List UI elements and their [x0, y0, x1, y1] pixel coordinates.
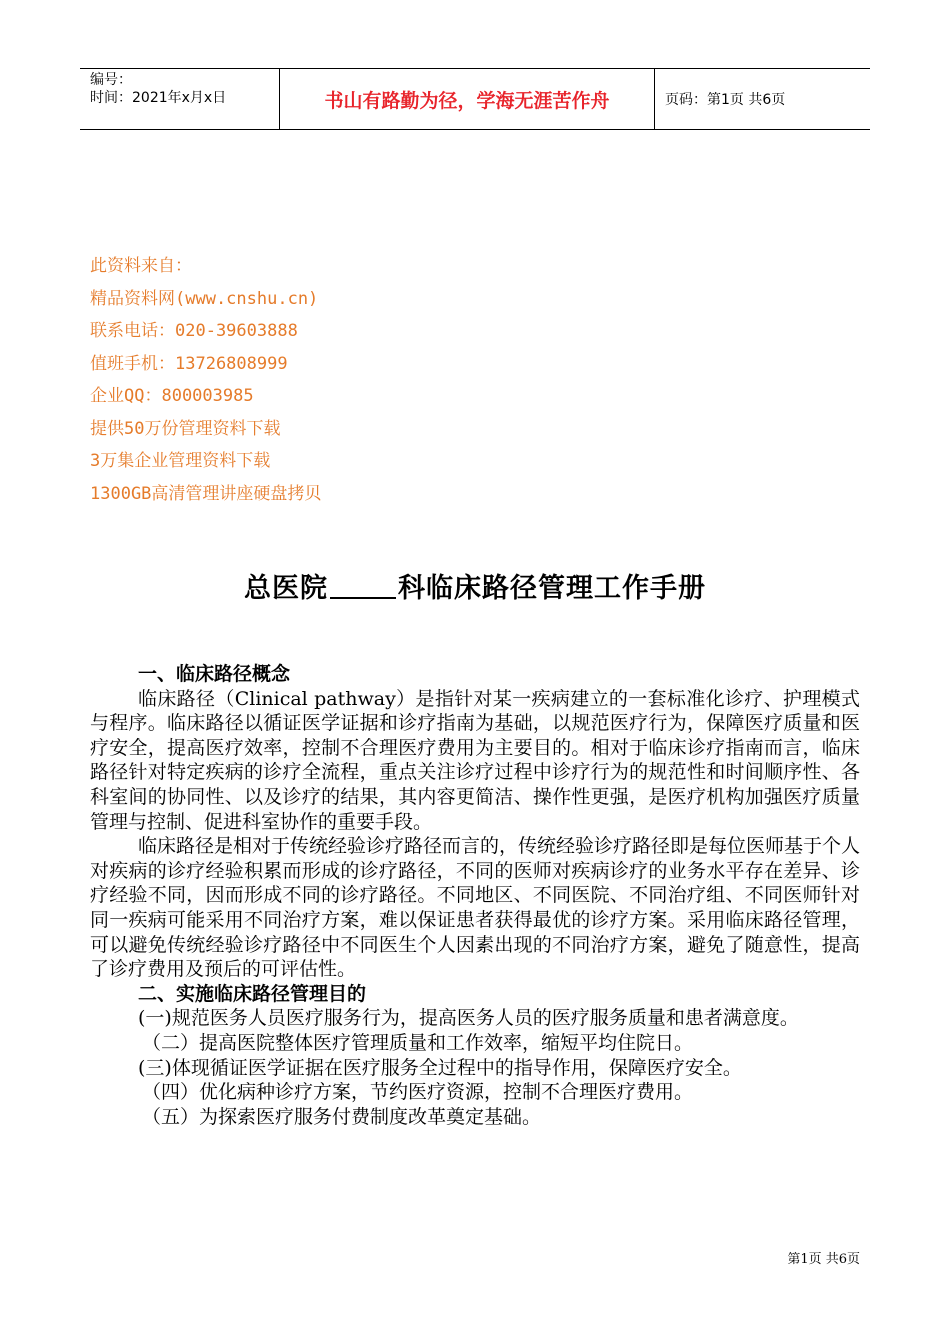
source-info-block [90, 250, 321, 510]
section-2-heading: 二、实施临床路径管理目的 [138, 982, 367, 1005]
section-2-item: （五）为探索医疗服务付费制度改革奠定基础。 [142, 1105, 542, 1128]
header-meta [80, 69, 280, 129]
document-body [90, 662, 860, 1129]
section-2-item: (一)规范医务人员医疗服务行为，提高医务人员的医疗服务质量和患者满意度。 [138, 1007, 799, 1030]
info-line: 联系电话：020-39603888 [90, 321, 298, 341]
number-label: 编号： [90, 72, 132, 88]
title-blank [330, 573, 396, 599]
section-1-heading: 一、临床路径概念 [138, 663, 291, 685]
section-1-paragraph: 临床路径是相对于传统经验诊疗路径而言的，传统经验诊疗路径即是每位医师基于个人对疾病的诊疗经验积累而形成的诊疗路径，不同的医师对疾病诊疗的业务水平存在差异、诊疗经验不同，因而形成不同的诊疗路径。不同地区、不同医院、不同治疗组、不同医师针对同一疾病可能采用不同治疗方案，难以保证患者获得最优的诊疗方案。采用临床路径管理，可以避免传统经验诊疗路径中不同医生个人因素出现的不同治疗方案，避免了随意性，提高了诊疗费用及预后的可评估性。 [90, 835, 861, 981]
page-footer: 第1页 共6页 [787, 1252, 860, 1267]
info-line: 精品资料网(www.cnshu.cn) [90, 288, 319, 309]
page-header [80, 68, 870, 130]
info-line: 此资料来自： [90, 256, 192, 276]
info-line: 3万集企业管理资料下载 [90, 451, 271, 471]
section-2-item: （二）提高医院整体医疗管理质量和工作效率，缩短平均住院日。 [142, 1031, 694, 1054]
title-suffix: 科临床路径管理工作手册 [398, 573, 706, 604]
title-prefix: 总医院 [244, 573, 328, 604]
section-2-item: (三)体现循证医学证据在医疗服务全过程中的指导作用，保障医疗安全。 [138, 1056, 742, 1079]
section-2-item: （四）优化病种诊疗方案，节约医疗资源，控制不合理医疗费用。 [142, 1081, 694, 1104]
info-line: 1300GB高清管理讲座硬盘拷贝 [90, 483, 322, 504]
info-line: 企业QQ：800003985 [90, 386, 254, 406]
header-page-info: 页码：第1页 共6页 [665, 92, 786, 108]
section-1-paragraph: 临床路径（Clinical pathway）是指针对某一疾病建立的一套标准化诊疗、护理模式与程序。临床路径以循证医学证据和诊疗指南为基础，以规范医疗行为，保障医疗质量和医疗安全，提高医疗效率，控制不合理医疗费用为主要目的。相对于临床诊疗指南而言，临床路径针对特定疾病的诊疗全流程，重点关注诊疗过程中诊疗行为的规范性和时间顺序性、各科室间的协同性、以及诊疗的结果，其内容更简洁、操作性更强，是医疗机构加强医疗质量管理与控制、促进科室协作的重要手段。 [90, 687, 860, 833]
info-line: 值班手机：13726808999 [90, 353, 288, 374]
time-label: 时间：2021年x月x日 [90, 90, 227, 106]
document-title [0, 566, 950, 605]
header-motto: 书山有路勤为径，学海无涯苦作舟 [280, 69, 655, 129]
info-line: 提供50万份管理资料下载 [90, 418, 281, 439]
